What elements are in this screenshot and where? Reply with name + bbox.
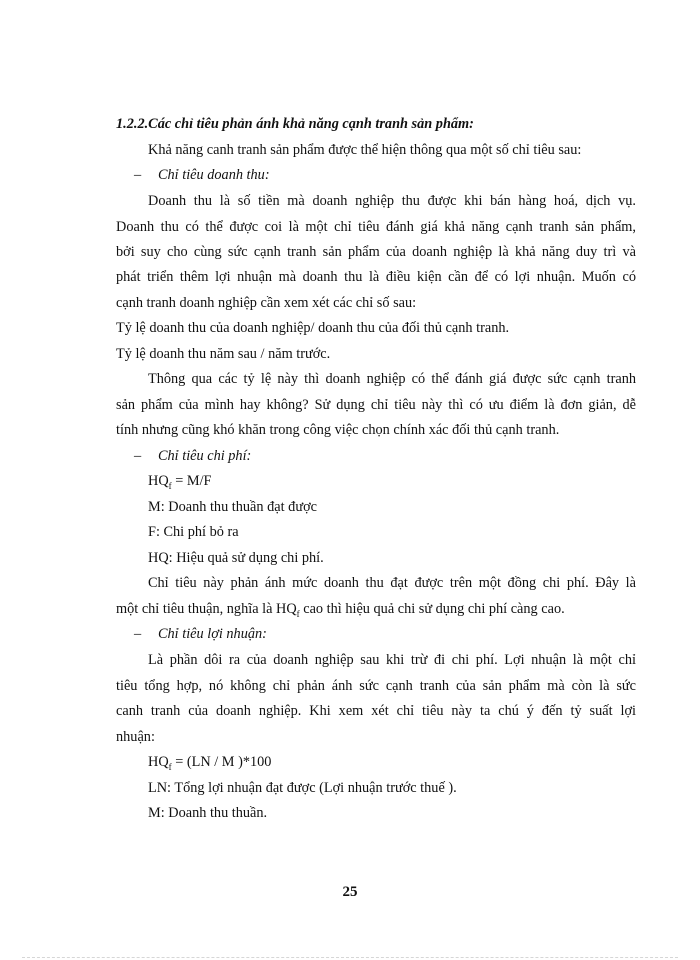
ratio-line: Tỷ lệ doanh thu của doanh nghiệp/ doanh thu của đối thủ cạnh tranh. [116,320,510,336]
paragraph-line: bởi suy cho cùng sức cạnh tranh sản phẩm của doanh nghiệp là khả năng duy trì và [116,244,636,260]
paragraph-line: tiêu tổng hợp, nó không chỉ phản ánh sức cạnh tranh của sản phẩm mà còn là sức [116,678,636,694]
definition-line: LN: Tổng lợi nhuận đạt được (Lợi nhuận trước thuế ). [148,780,457,796]
bullet-profit-title: Chỉ tiêu lợi nhuận: [158,626,267,642]
description-text: cao thì hiệu quả chi sử dụng chi phí càng cao. [299,601,565,617]
definition-line: M: Doanh thu thuần. [148,805,268,821]
paragraph-line: phát triển thêm lợi nhuận mà doanh thu là điều kiện cần để có lợi nhuận. Muốn có [116,269,636,285]
formula-rest: = (LN / M )*100 [171,754,272,770]
formula-rest: = M/F [171,473,212,489]
formula-subscript: f [168,761,172,772]
definition-line: M: Doanh thu thuần đạt được [148,499,317,515]
paragraph-line: canh tranh của doanh nghiệp. Khi xem xét chỉ tiêu này ta chú ý đến tỷ suất lợi [116,703,636,719]
bullet-cost-title: Chỉ tiêu chi phí: [158,448,252,464]
bullet-dash: – [134,167,142,183]
section-heading: 1.2.2.Các chỉ tiêu phản ánh khả năng cạnh tranh sản phẩm: [116,116,474,132]
bullet-revenue [134,166,636,184]
definition-line: HQ: Hiệu quả sử dụng chi phí. [148,550,324,566]
bullet-revenue-title: Chỉ tiêu doanh thu: [158,167,270,183]
paragraph-line: tính nhưng cũng khó khăn trong công việc chọn chính xác đối thủ cạnh tranh. [116,422,560,438]
paragraph-line: Doanh thu có thể được coi là một chỉ tiêu đánh giá khả năng cạnh tranh sản phẩm, [116,219,636,235]
page-number: 25 [342,884,358,900]
bullet-dash: – [134,448,142,464]
paragraph-line: Là phần dôi ra của doanh nghiệp sau khi trừ đi chi phí. Lợi nhuận là một chỉ [148,652,636,668]
definition-line: F: Chi phí bỏ ra [148,524,239,540]
paragraph-line: nhuận: [116,729,155,745]
bullet-profit [134,625,636,643]
formula-subscript: f [168,480,172,491]
formula-prefix: HQ [148,473,169,489]
description-text: một chỉ tiêu thuận, nghĩa là HQ [116,601,297,617]
paragraph-line: Chỉ tiêu này phản ánh mức doanh thu đạt được trên một đồng chi phí. Đây là [148,575,636,591]
intro-text: Khả năng canh tranh sản phẩm được thể hiện thông qua một số chỉ tiêu sau: [148,142,582,158]
page-bottom-divider [22,957,678,958]
paragraph-line: sản phẩm của mình hay không? Sử dụng chỉ tiêu này thì có ưu điểm là đơn giản, dễ [116,397,636,413]
cost-formula [148,472,636,490]
paragraph-line: Doanh thu là số tiền mà doanh nghiệp thu được khi bán hàng hoá, dịch vụ. [148,193,636,209]
paragraph-line: cạnh tranh doanh nghiệp cần xem xét các chỉ số sau: [116,295,417,311]
profit-formula [148,753,636,771]
ratio-line: Tỷ lệ doanh thu năm sau / năm trước. [116,346,331,362]
paragraph-line: Thông qua các tỷ lệ này thì doanh nghiệp có thể đánh giá được sức cạnh tranh [148,371,636,387]
bullet-cost [134,447,636,465]
bullet-dash: – [134,626,142,642]
formula-subscript: f [296,608,300,619]
cost-description-line [116,600,636,618]
formula-prefix: HQ [148,754,169,770]
